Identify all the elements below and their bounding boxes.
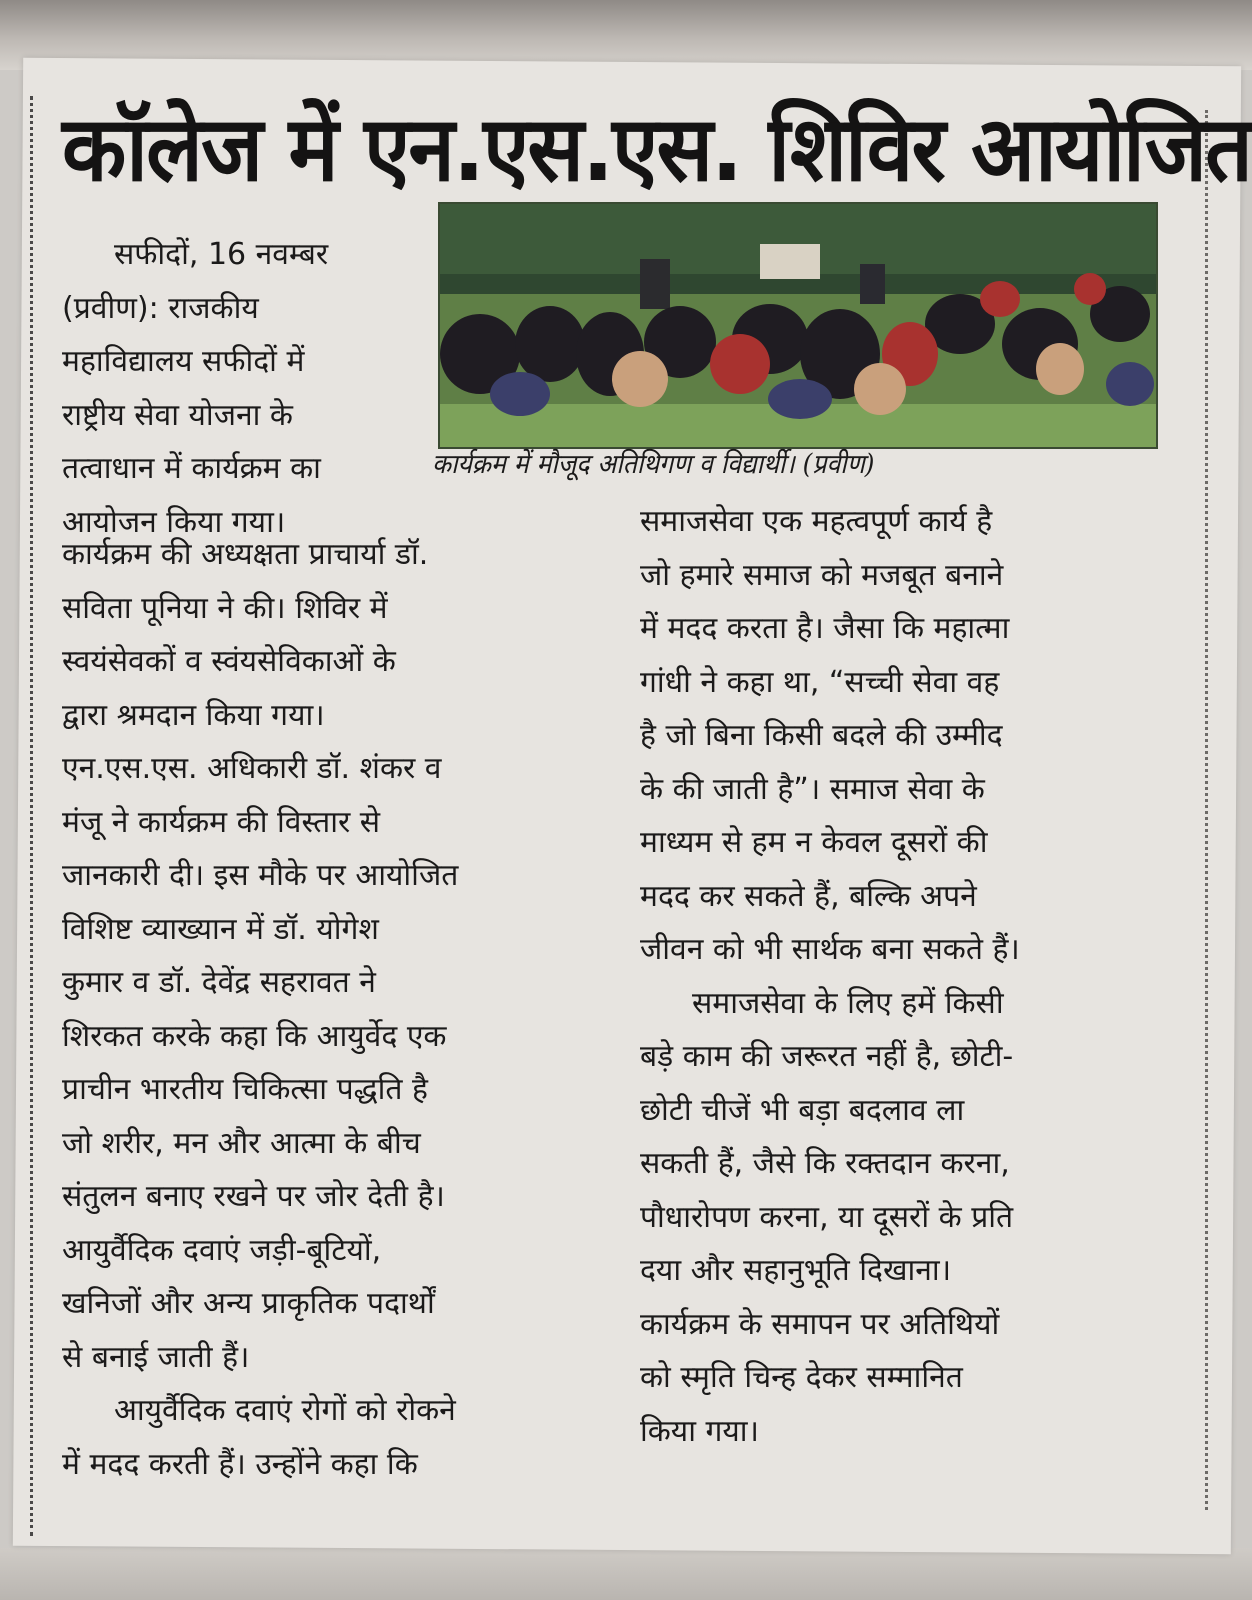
text-line: गांधी ने कहा था, “सच्ची सेवा वह <box>640 664 1000 700</box>
text-line: (प्रवीण): राजकीय <box>62 290 259 326</box>
photo-students-on-lawn <box>440 204 1156 447</box>
text-line: जो शरीर, मन और आत्मा के बीच <box>62 1125 421 1161</box>
text-line: आयोजन किया गया। <box>62 504 286 540</box>
text-line: विशिष्ट व्याख्यान में डॉ. योगेश <box>62 911 379 947</box>
text-line: बड़े काम की जरूरत नहीं है, छोटी- <box>640 1039 1014 1074</box>
photo-caption: कार्यक्रम में मौजूद अतिथिगण व विद्यार्थी। (प्रवीण) <box>432 449 875 480</box>
text-line: को स्मृति चिन्ह देकर सम्मानित <box>640 1360 963 1395</box>
text-line: के की जाती है”। समाज सेवा के <box>640 771 985 807</box>
news-photo <box>438 202 1158 449</box>
text-line: महाविद्यालय सफीदों में <box>62 344 305 379</box>
text-line: छोटी चीजें भी बड़ा बदलाव ला <box>640 1092 965 1128</box>
text-line: से बनाई जाती हैं। <box>62 1339 250 1375</box>
text-line: जीवन को भी सार्थक बना सकते हैं। <box>640 932 1020 967</box>
text-line: संतुलन बनाए रखने पर जोर देती है। <box>62 1179 445 1214</box>
text-line: माध्यम से हम न केवल दूसरों की <box>640 825 988 860</box>
text-line: मंजू ने कार्यक्रम की विस्तार से <box>62 804 381 840</box>
text-line: प्राचीन भारतीय चिकित्सा पद्धति है <box>62 1072 428 1107</box>
text-line: मदद कर सकते हैं, बल्कि अपने <box>640 878 977 914</box>
text-line: में मदद करता है। जैसा कि महात्मा <box>640 611 1010 646</box>
text-line: सफीदों, 16 नवम्बर <box>114 237 329 272</box>
text-line: सकती हैं, जैसे कि रक्तदान करना, <box>640 1146 1010 1181</box>
text-line: में मदद करती हैं। उन्होंने कहा कि <box>62 1446 418 1482</box>
text-line: आयुर्वैदिक दवाएं जड़ी-बूटियों, <box>62 1232 382 1268</box>
text-line: किया गया। <box>640 1413 759 1449</box>
text-line: दया और सहानुभूति दिखाना। <box>640 1253 952 1288</box>
text-line: राष्ट्रीय सेवा योजना के <box>62 397 293 433</box>
text-line: शिरकत करके कहा कि आयुर्वेद एक <box>62 1018 447 1054</box>
left-column <box>62 528 582 1491</box>
text-line: कुमार व डॉ. देवेंद्र सहरावत ने <box>62 965 376 1000</box>
text-line: कार्यक्रम की अध्यक्षता प्राचार्या डॉ. <box>62 537 429 572</box>
text-line: समाजसेवा के लिए हमें किसी <box>692 985 1004 1021</box>
right-column <box>640 495 1195 1458</box>
cut-line-right <box>1205 110 1208 1510</box>
text-line: जानकारी दी। इस मौके पर आयोजित <box>62 858 459 893</box>
headline: कॉलेज में एन.एस.एस. शिविर आयोजित <box>62 97 1251 202</box>
cut-line-left <box>30 96 33 1536</box>
text-line: पौधारोपण करना, या दूसरों के प्रति <box>640 1199 1014 1235</box>
text-line: कार्यक्रम के समापन पर अतिथियों <box>640 1306 1000 1342</box>
text-line: स्वयंसेवकों व स्वंयसेविकाओं के <box>62 644 396 679</box>
text-line: समाजसेवा एक महत्वपूर्ण कार्य है <box>640 504 993 539</box>
text-line: एन.एस.एस. अधिकारी डॉ. शंकर व <box>62 751 442 786</box>
text-line: है जो बिना किसी बदले की उम्मीद <box>640 718 1003 753</box>
text-line: खनिजों और अन्य प्राकृतिक पदार्थों <box>62 1286 435 1321</box>
text-line: तत्वाधान में कार्यक्रम का <box>62 451 321 486</box>
text-line: आयुर्वैदिक दवाएं रोगों को रोकने <box>114 1393 456 1428</box>
intro-paragraph <box>62 228 422 549</box>
background-bottom <box>0 1548 1252 1600</box>
text-line: द्वारा श्रमदान किया गया। <box>62 697 325 733</box>
text-line: जो हमारे समाज को मजबूत बनाने <box>640 557 1004 593</box>
text-line: सविता पूनिया ने की। शिविर में <box>62 590 388 626</box>
